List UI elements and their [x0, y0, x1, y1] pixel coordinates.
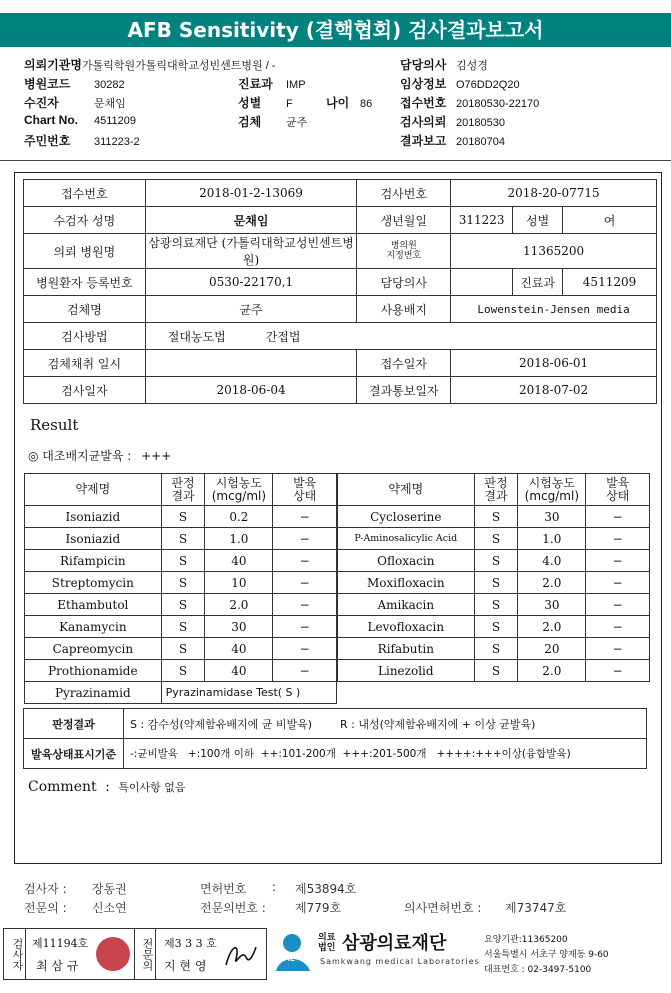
drug-result: S: [161, 638, 205, 660]
specialist-box-num: 제3 3 3 호: [164, 937, 217, 950]
license-sep: :: [272, 880, 277, 894]
drug-growth: −: [273, 594, 337, 616]
culture-label: ◎ 대조배지균발육 :: [28, 449, 132, 463]
chart-no-label: Chart No.: [24, 113, 78, 127]
cell-label: 생년월일: [357, 207, 451, 234]
drug-result: S: [161, 660, 205, 682]
method-indirect: 간접법: [265, 329, 301, 344]
drug-row: [338, 616, 650, 638]
cell-label: 의뢰 병원명: [24, 234, 146, 269]
cell-label: 검사방법: [24, 323, 146, 350]
table-row: [24, 377, 657, 404]
drug-growth: −: [273, 528, 337, 550]
col-drug: 약제명: [25, 474, 162, 506]
hospital-value: 가톨릭학원가톨릭대학교성빈센트병원 / -: [82, 60, 276, 72]
drug-concentration: 40: [205, 550, 273, 572]
cell-value: Lowenstein-Jensen media: [451, 296, 657, 323]
cell-label: 사용배지: [357, 296, 451, 323]
specialist-label: 전문의 :: [24, 901, 67, 915]
cell-value: 여: [563, 207, 657, 234]
drug-concentration: 30: [518, 506, 586, 528]
org-code: 요양기관:11365200: [484, 935, 568, 945]
col-concentration: 시험농도 (mcg/ml): [518, 474, 586, 506]
comment-sep: :: [105, 779, 110, 795]
chart-no-value: 4511209: [94, 115, 137, 127]
drug-result: S: [474, 594, 518, 616]
specimen-value: 균주: [286, 117, 308, 129]
drug-row: [25, 594, 337, 616]
drug-concentration: 30: [518, 594, 586, 616]
department-value: IMP: [286, 79, 306, 91]
drug-row: [338, 638, 650, 660]
receipt-no-value: 20180530-22170: [456, 98, 540, 110]
doctor-value: 김성경: [456, 60, 488, 72]
comment-text: 특이사항 없음: [118, 781, 186, 794]
drug-row: [338, 528, 650, 550]
col-result: 판정 결과: [161, 474, 205, 506]
drug-row: [25, 572, 337, 594]
drug-result: S: [161, 616, 205, 638]
drug-concentration: 10: [205, 572, 273, 594]
drug-concentration: 1.0: [205, 528, 273, 550]
drug-name: Kanamycin: [25, 616, 162, 638]
drug-name: Amikacin: [338, 594, 475, 616]
culture-value: +++: [141, 449, 172, 463]
drug-concentration: 40: [205, 660, 273, 682]
table-row: [24, 709, 647, 739]
legend-label-result: 판정결과: [24, 709, 124, 739]
org-prefix: 의료 법인: [318, 933, 336, 953]
resident-no-label: 주민번호: [24, 134, 71, 148]
cell-value: 0530-22170,1: [145, 269, 357, 296]
age-label: 나이: [326, 96, 350, 110]
legend-s: S : 감수성(약제함유배지에 균 비발육): [130, 717, 313, 731]
drug-row: [338, 572, 650, 594]
drug-concentration: 30: [205, 616, 273, 638]
report-date-value: 20180704: [456, 136, 505, 148]
request-date-label: 검사의뢰: [400, 115, 447, 129]
cell-value: 균주: [145, 296, 357, 323]
specialist-box-label: 전문의: [134, 929, 156, 979]
drug-growth: −: [273, 660, 337, 682]
table-header-row: [25, 474, 337, 506]
drug-row: [338, 660, 650, 682]
table-row: [24, 739, 647, 769]
patient-info-table: [23, 179, 657, 404]
legend-r: R : 내성(약제함유배지에 + 이상 균발육): [340, 717, 536, 731]
footer: [0, 925, 671, 993]
drug-result: S: [474, 660, 518, 682]
drug-name: Isoniazid: [25, 528, 162, 550]
drug-growth: −: [586, 572, 650, 594]
hospital-code-label: 병원코드: [24, 77, 71, 91]
drug-concentration: 0.2: [205, 506, 273, 528]
age-value: 86: [360, 98, 373, 110]
cell-value: 4511209: [563, 269, 657, 296]
tester-box-name: 최 삼 규: [36, 959, 79, 973]
cell-label: 병원환자 등록번호: [24, 269, 146, 296]
doctor-license-label: 의사면허번호 :: [404, 901, 482, 915]
drug-result: S: [161, 594, 205, 616]
specialist-name: 신소연: [92, 901, 127, 915]
legend-result-text: [124, 709, 647, 739]
drug-concentration: 4.0: [518, 550, 586, 572]
header-right: [400, 56, 539, 151]
drug-row: [338, 506, 650, 528]
cell-value: 문채임: [145, 207, 357, 234]
org-address: 서울특별시 서초구 양재동 9-60: [484, 950, 609, 960]
sex-value: F: [286, 98, 293, 110]
tester-box-num: 제11194호: [32, 937, 89, 950]
legend-table: [23, 708, 647, 769]
signature-box: [3, 928, 267, 980]
patient-value: 문채임: [94, 98, 126, 110]
drug-growth: −: [586, 660, 650, 682]
logo-icon: [272, 931, 314, 977]
col-concentration: 시험농도 (mcg/ml): [205, 474, 273, 506]
header-mid: [238, 75, 372, 132]
report-date-label: 결과보고: [400, 134, 447, 148]
table-row: [24, 269, 657, 296]
cell-label: 검사일자: [24, 377, 146, 404]
table-header-row: [338, 474, 650, 506]
drug-name: Ofloxacin: [338, 550, 475, 572]
resident-no-value: 311223-2: [94, 136, 140, 148]
specialist-box-name: 지 현 영: [164, 959, 207, 973]
drug-row: [25, 638, 337, 660]
header-divider: [0, 160, 671, 161]
table-row: [25, 682, 337, 704]
sex-label: 성별: [238, 96, 262, 110]
drug-result: S: [474, 572, 518, 594]
cell-label: 성별: [513, 207, 563, 234]
drug-result: S: [161, 506, 205, 528]
drug-concentration: 2.0: [518, 572, 586, 594]
drug-growth: −: [273, 638, 337, 660]
drug-name: Rifabutin: [338, 638, 475, 660]
drug-row: [25, 550, 337, 572]
doctor-license-value: 제73747호: [505, 901, 567, 915]
col-growth: 발육 상태: [586, 474, 650, 506]
cell-value: 2018-01-2-13069: [145, 180, 357, 207]
drug-concentration: 2.0: [518, 660, 586, 682]
specimen-label: 검체: [238, 115, 262, 129]
report-title-banner: [0, 13, 671, 47]
table-row: [24, 296, 657, 323]
cell-value: [145, 350, 357, 377]
drug-name: Streptomycin: [25, 572, 162, 594]
cell-value: 2018-06-01: [451, 350, 657, 377]
drug-growth: −: [586, 550, 650, 572]
col-drug: 약제명: [338, 474, 475, 506]
tester-box-label: 검사자: [4, 929, 26, 979]
drug-concentration: 2.0: [205, 594, 273, 616]
drug-name: Isoniazid: [25, 506, 162, 528]
drug-row: [25, 506, 337, 528]
drug-growth: −: [273, 506, 337, 528]
drug-result: S: [474, 550, 518, 572]
comment-label: Comment: [28, 779, 97, 795]
pza-value: Pyrazinamidase Test( S ): [161, 682, 336, 704]
drug-table-left: [24, 473, 337, 704]
drug-row: [25, 660, 337, 682]
table-row: [24, 323, 657, 350]
drug-name: Moxifloxacin: [338, 572, 475, 594]
specialist-license-label: 전문의번호 :: [200, 901, 266, 915]
col-growth: 발육 상태: [273, 474, 337, 506]
drug-growth: −: [586, 528, 650, 550]
report-title: AFB Sensitivity (결핵협회) 검사결과보고서: [127, 18, 544, 42]
drug-name: Cycloserine: [338, 506, 475, 528]
drug-growth: −: [273, 616, 337, 638]
pza-label: Pyrazinamid: [25, 682, 162, 704]
table-row: [24, 350, 657, 377]
clinical-info-label: 임상정보: [400, 77, 447, 91]
org-phone: 대표번호 : 02-3497-5100: [484, 965, 592, 975]
drug-row: [25, 616, 337, 638]
cell-label: 수검자 성명: [24, 207, 146, 234]
drug-growth: −: [273, 550, 337, 572]
cell-label: 병의원 지정번호: [357, 234, 451, 269]
org-name: 삼광의료재단: [342, 933, 447, 954]
cell-value: [451, 269, 513, 296]
cell-value: 2018-20-07715: [451, 180, 657, 207]
col-result: 판정 결과: [474, 474, 518, 506]
drug-result: S: [474, 638, 518, 660]
hospital-label: 의뢰기관명: [24, 58, 82, 72]
result-heading: Result: [30, 416, 79, 434]
cell-label: 검체명: [24, 296, 146, 323]
hospital-code-value: 30282: [94, 79, 125, 91]
culture-row: [28, 447, 171, 464]
method-cell: [145, 323, 656, 350]
drug-row: [25, 528, 337, 550]
drug-name: Ethambutol: [25, 594, 162, 616]
drug-name: P-Aminosalicylic Acid: [338, 528, 475, 550]
drug-result: S: [161, 550, 205, 572]
cell-label: 검체채취 일시: [24, 350, 146, 377]
drug-result: S: [161, 528, 205, 550]
license-label: 면허번호: [200, 882, 247, 896]
drug-row: [338, 594, 650, 616]
legend-label-growth: 발육상태표시기준: [24, 739, 124, 769]
table-row: [24, 180, 657, 207]
drug-name: Capreomycin: [25, 638, 162, 660]
drug-concentration: 2.0: [518, 616, 586, 638]
table-row: [24, 234, 657, 269]
drug-growth: −: [586, 594, 650, 616]
cell-label: 진료과: [513, 269, 563, 296]
doctor-label: 담당의사: [400, 58, 447, 72]
drug-result: S: [161, 572, 205, 594]
drug-growth: −: [586, 638, 650, 660]
drug-result: S: [474, 528, 518, 550]
cell-value: 11365200: [451, 234, 657, 269]
drug-growth: −: [586, 506, 650, 528]
cell-value: 311223: [451, 207, 513, 234]
drug-concentration: 1.0: [518, 528, 586, 550]
drug-name: Rifampicin: [25, 550, 162, 572]
patient-label: 수진자: [24, 96, 59, 110]
drug-concentration: 20: [518, 638, 586, 660]
drug-result: S: [474, 616, 518, 638]
cell-label: 결과통보일자: [357, 377, 451, 404]
cell-value: 삼광의료재단 (가톨릭대학교성빈센트병원): [145, 234, 357, 269]
cell-label: 담당의사: [357, 269, 451, 296]
tester-seal-icon: [96, 937, 130, 971]
request-date-value: 20180530: [456, 117, 505, 129]
drug-concentration: 40: [205, 638, 273, 660]
method-absolute: 절대농도법: [167, 329, 226, 344]
cell-label: 접수일자: [357, 350, 451, 377]
drug-name: Prothionamide: [25, 660, 162, 682]
clinical-info-value: O76DD2Q20: [456, 79, 520, 91]
logo-small-text: SML: [278, 955, 295, 963]
drug-name: Levofloxacin: [338, 616, 475, 638]
drug-growth: −: [586, 616, 650, 638]
drug-table-right: [337, 473, 650, 682]
receipt-no-label: 접수번호: [400, 96, 447, 110]
tester-name: 장동권: [92, 882, 127, 896]
org-english-name: Samkwang medical Laboratories: [320, 957, 480, 966]
legend-growth-text: -:균비발육 +:100개 이하 ++:101-200개 +++:201-500개 ++++:+++이상(융합발육): [124, 739, 647, 769]
cell-value: 2018-07-02: [451, 377, 657, 404]
license-value: 제53894호: [295, 882, 357, 896]
drug-name: Linezolid: [338, 660, 475, 682]
specialist-license-value: 제779호: [295, 901, 342, 915]
tester-label: 검사자 :: [24, 882, 67, 896]
signature-icon: [222, 937, 262, 973]
cell-label: 검사번호: [357, 180, 451, 207]
cell-value: 2018-06-04: [145, 377, 357, 404]
drug-result: S: [474, 506, 518, 528]
drug-growth: −: [273, 572, 337, 594]
cell-label: 접수번호: [24, 180, 146, 207]
drug-row: [338, 550, 650, 572]
comment-row: [28, 779, 186, 795]
department-label: 진료과: [238, 77, 273, 91]
table-row: [24, 207, 657, 234]
